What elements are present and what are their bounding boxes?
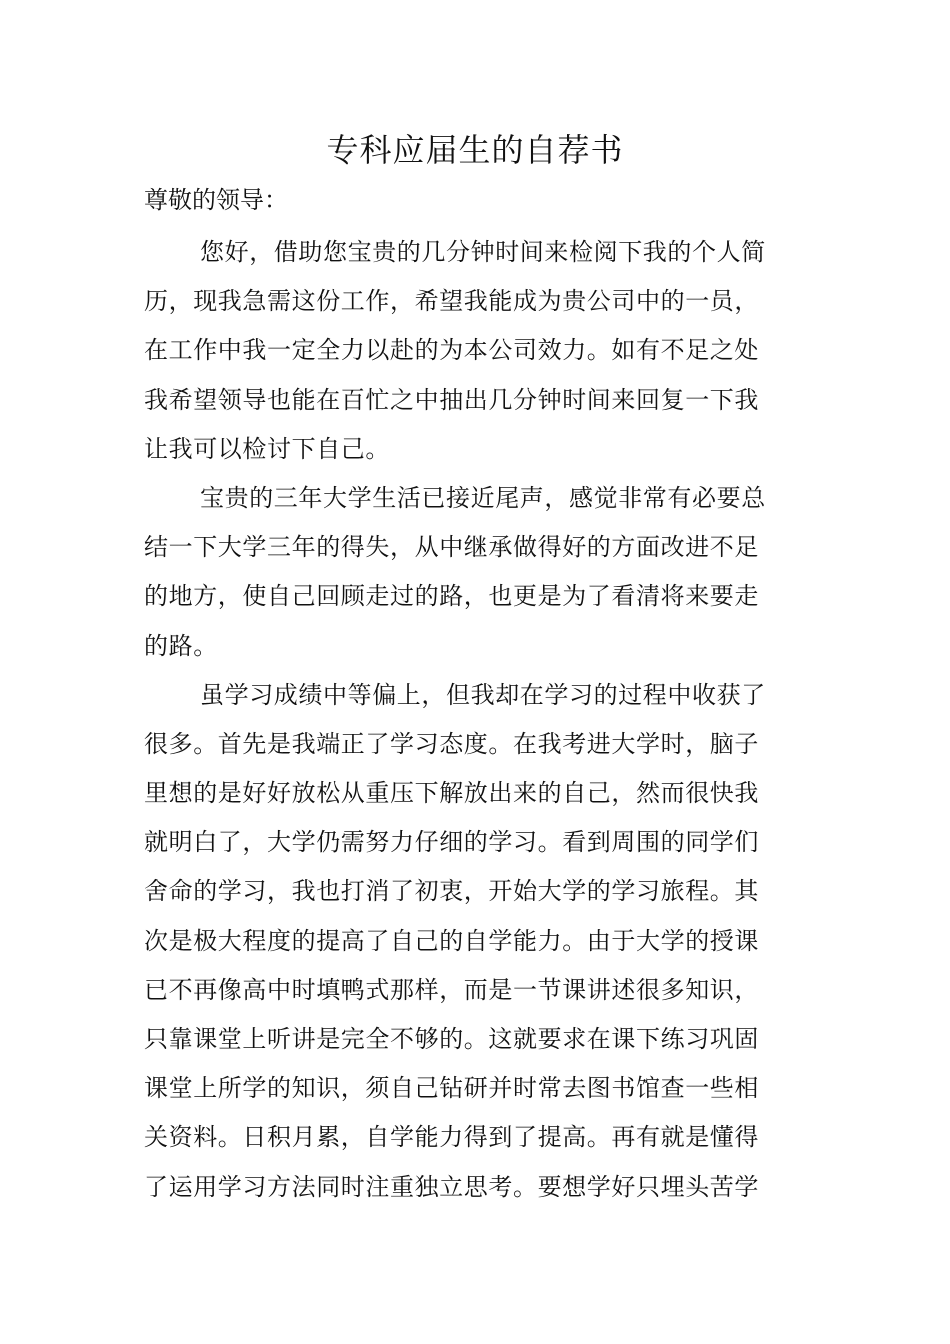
paragraph-line: 里想的是好好放松从重压下解放出来的自己，然而很快我: [144, 779, 759, 808]
document-body: [144, 228, 814, 1212]
paragraph-line: 课堂上所学的知识，须自己钻研并时常去图书馆查一些相: [144, 1074, 759, 1103]
salutation: 尊敬的领导：: [144, 186, 288, 214]
paragraph-line: 很多。首先是我端正了学习态度。在我考进大学时，脑子: [144, 729, 759, 758]
paragraph-line: 的地方，使自己回顾走过的路，也更是为了看清将来要走: [144, 582, 759, 611]
paragraph-line: 历，现我急需这份工作，希望我能成为贵公司中的一员，: [144, 287, 759, 316]
paragraph-line: 只靠课堂上听讲是完全不够的。这就要求在课下练习巩固: [144, 1025, 759, 1053]
paragraph-line: 的路。: [144, 631, 218, 660]
paragraph-line: 在工作中我一定全力以赴的为本公司效力。如有不足之处: [144, 336, 759, 365]
paragraph-line: 我希望领导也能在百忙之中抽出几分钟时间来回复一下我: [144, 385, 759, 414]
paragraph-line: 您好，借助您宝贵的几分钟时间来检阅下我的个人简: [200, 238, 766, 266]
paragraph-line: 让我可以检讨下自己。: [144, 434, 390, 463]
paragraph-line: 宝贵的三年大学生活已接近尾声，感觉非常有必要总: [200, 483, 766, 512]
paragraph-line: 虽学习成绩中等偏上，但我却在学习的过程中收获了: [200, 680, 766, 709]
paragraph-line: 舍命的学习，我也打消了初衷，开始大学的学习旅程。其: [144, 877, 759, 906]
document-title: 专科应届生的自荐书: [326, 131, 624, 169]
paragraph-line: 已不再像高中时填鸭式那样，而是一节课讲述很多知识，: [144, 975, 759, 1004]
paragraph-line: 结一下大学三年的得失，从中继承做得好的方面改进不足: [144, 533, 759, 562]
paragraph-line: 了运用学习方法同时注重独立思考。要想学好只埋头苦学: [144, 1172, 759, 1201]
paragraph-line: 就明白了，大学仍需努力仔细的学习。看到周围的同学们: [144, 828, 759, 857]
paragraph-line: 关资料。日积月累，自学能力得到了提高。再有就是懂得: [144, 1123, 759, 1152]
paragraph-line: 次是极大程度的提高了自己的自学能力。由于大学的授课: [144, 926, 759, 955]
